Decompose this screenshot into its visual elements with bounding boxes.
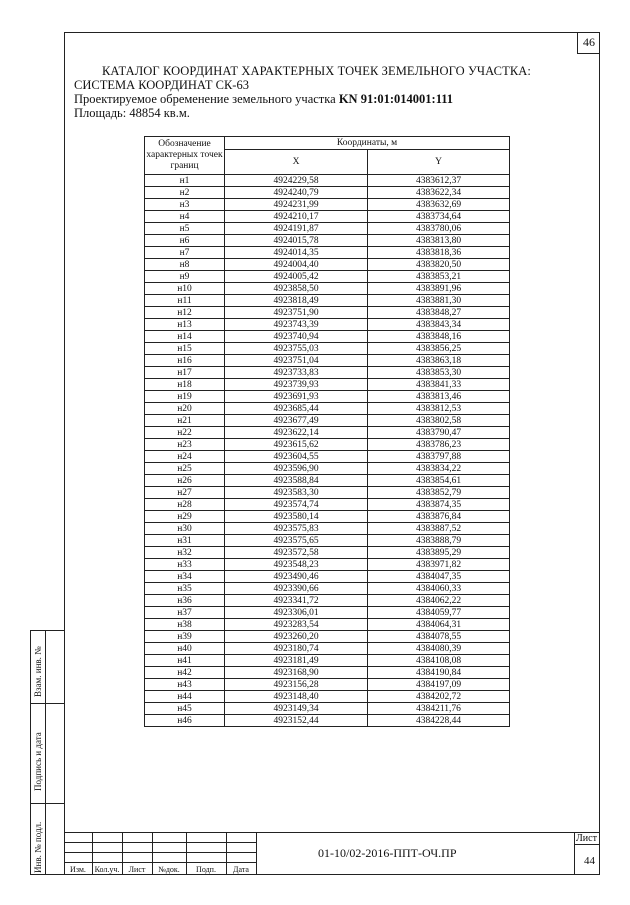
table-row (145, 715, 510, 727)
y-coordinate-cell: 4384047,35 (368, 571, 510, 583)
y-coordinate-cell: 4383812,53 (368, 403, 510, 415)
table-row (145, 511, 510, 523)
title-line-3 (74, 92, 594, 106)
table-row (145, 679, 510, 691)
side-row-divider (31, 803, 64, 804)
table-row (145, 379, 510, 391)
point-name-cell: н14 (145, 331, 225, 343)
point-name-cell: н28 (145, 499, 225, 511)
sheet-number: 44 (584, 855, 595, 867)
table-row (145, 415, 510, 427)
point-name-cell: н40 (145, 643, 225, 655)
y-coordinate-cell: 4383786,23 (368, 439, 510, 451)
point-name-cell: н25 (145, 463, 225, 475)
table-row (145, 499, 510, 511)
x-coordinate-cell: 4923739,93 (225, 379, 368, 391)
stamp-line (574, 844, 600, 845)
header-y: Y (368, 150, 510, 175)
x-coordinate-cell: 4924229,58 (225, 175, 368, 187)
table-body (145, 175, 510, 727)
x-coordinate-cell: 4923733,83 (225, 367, 368, 379)
y-coordinate-cell: 4384060,33 (368, 583, 510, 595)
x-coordinate-cell: 4923588,84 (225, 475, 368, 487)
point-name-cell: н26 (145, 475, 225, 487)
table-row (145, 367, 510, 379)
x-coordinate-cell: 4923740,94 (225, 331, 368, 343)
point-name-cell: н31 (145, 535, 225, 547)
table-row (145, 475, 510, 487)
x-coordinate-cell: 4923148,40 (225, 691, 368, 703)
point-name-cell: н11 (145, 295, 225, 307)
point-name-cell: н16 (145, 355, 225, 367)
table-row (145, 619, 510, 631)
y-coordinate-cell: 4383848,16 (368, 331, 510, 343)
point-name-cell: н27 (145, 487, 225, 499)
table-row (145, 571, 510, 583)
point-name-cell: н13 (145, 319, 225, 331)
stamp-ndok: №док. (158, 865, 180, 874)
side-label-vzam: Взам. инв. № (33, 646, 43, 697)
point-name-cell: н1 (145, 175, 225, 187)
point-name-cell: н46 (145, 715, 225, 727)
point-name-cell: н17 (145, 367, 225, 379)
table-row (145, 235, 510, 247)
x-coordinate-cell: 4923548,23 (225, 559, 368, 571)
point-name-cell: н3 (145, 199, 225, 211)
table-row (145, 523, 510, 535)
y-coordinate-cell: 4383820,50 (368, 259, 510, 271)
table-row (145, 595, 510, 607)
point-name-cell: н18 (145, 379, 225, 391)
point-name-cell: н44 (145, 691, 225, 703)
point-name-cell: н9 (145, 271, 225, 283)
point-name-cell: н15 (145, 343, 225, 355)
x-coordinate-cell: 4923152,44 (225, 715, 368, 727)
stamp-data: Дата (233, 865, 249, 874)
x-coordinate-cell: 4923818,49 (225, 295, 368, 307)
table-row (145, 259, 510, 271)
point-name-cell: н29 (145, 511, 225, 523)
x-coordinate-cell: 4924015,78 (225, 235, 368, 247)
side-label-inv: Инв. № подл. (33, 821, 43, 873)
side-stamp (30, 630, 65, 875)
point-name-cell: н34 (145, 571, 225, 583)
x-coordinate-cell: 4923181,49 (225, 655, 368, 667)
stamp-kol: Кол.уч. (94, 865, 120, 874)
y-coordinate-cell: 4383612,37 (368, 175, 510, 187)
table-row (145, 187, 510, 199)
y-coordinate-cell: 4383632,69 (368, 199, 510, 211)
table-row (145, 295, 510, 307)
table-row (145, 223, 510, 235)
table-row (145, 559, 510, 571)
y-coordinate-cell: 4383887,52 (368, 523, 510, 535)
y-coordinate-cell: 4383895,29 (368, 547, 510, 559)
table-row (145, 607, 510, 619)
point-name-cell: н23 (145, 439, 225, 451)
title-line-3-prefix: Проектируемое обременение земельного участка (74, 92, 339, 106)
x-coordinate-cell: 4923583,30 (225, 487, 368, 499)
point-name-cell: н10 (145, 283, 225, 295)
point-name-cell: н2 (145, 187, 225, 199)
y-coordinate-cell: 4384078,55 (368, 631, 510, 643)
y-coordinate-cell: 4384202,72 (368, 691, 510, 703)
document-id: 01-10/02-2016-ППТ-ОЧ.ПР (318, 846, 457, 860)
point-name-cell: н37 (145, 607, 225, 619)
y-coordinate-cell: 4383854,61 (368, 475, 510, 487)
side-label-podpis: Подпись и дата (33, 732, 43, 791)
table-row (145, 343, 510, 355)
y-coordinate-cell: 4383797,88 (368, 451, 510, 463)
y-coordinate-cell: 4384197,09 (368, 679, 510, 691)
table-row (145, 451, 510, 463)
y-coordinate-cell: 4384190,84 (368, 667, 510, 679)
x-coordinate-cell: 4924014,35 (225, 247, 368, 259)
table-row (145, 175, 510, 187)
x-coordinate-cell: 4923490,46 (225, 571, 368, 583)
x-coordinate-cell: 4923283,54 (225, 619, 368, 631)
y-coordinate-cell: 4383874,35 (368, 499, 510, 511)
x-coordinate-cell: 4924210,17 (225, 211, 368, 223)
point-name-cell: н32 (145, 547, 225, 559)
y-coordinate-cell: 4384080,39 (368, 643, 510, 655)
point-name-cell: н43 (145, 679, 225, 691)
y-coordinate-cell: 4383971,82 (368, 559, 510, 571)
x-coordinate-cell: 4923743,39 (225, 319, 368, 331)
y-coordinate-cell: 4384062,22 (368, 595, 510, 607)
y-coordinate-cell: 4384211,76 (368, 703, 510, 715)
area-line: Площадь: 48854 кв.м. (74, 106, 190, 120)
table-row (145, 247, 510, 259)
point-name-cell: н33 (145, 559, 225, 571)
y-coordinate-cell: 4383818,36 (368, 247, 510, 259)
y-coordinate-cell: 4384064,31 (368, 619, 510, 631)
y-coordinate-cell: 4383843,34 (368, 319, 510, 331)
table-row (145, 211, 510, 223)
header-point-name: Обозначение характерных точек границ (145, 137, 225, 175)
point-name-cell: н35 (145, 583, 225, 595)
y-coordinate-cell: 4383888,79 (368, 535, 510, 547)
x-coordinate-cell: 4923751,04 (225, 355, 368, 367)
x-coordinate-cell: 4923341,72 (225, 595, 368, 607)
x-coordinate-cell: 4923755,03 (225, 343, 368, 355)
x-coordinate-cell: 4923306,01 (225, 607, 368, 619)
title-line-1: КАТАЛОГ КООРДИНАТ ХАРАКТЕРНЫХ ТОЧЕК ЗЕМЕЛЬНОГО УЧАСТКА: (102, 64, 531, 78)
point-name-cell: н20 (145, 403, 225, 415)
coordinates-table (144, 136, 510, 727)
table-row (145, 391, 510, 403)
x-coordinate-cell: 4923751,90 (225, 307, 368, 319)
point-name-cell: н39 (145, 631, 225, 643)
title-line-2: СИСТЕМА КООРДИНАТ СК-63 (74, 78, 249, 92)
table-row (145, 691, 510, 703)
point-name-cell: н4 (145, 211, 225, 223)
point-name-cell: н7 (145, 247, 225, 259)
stamp-podp: Подп. (196, 865, 216, 874)
x-coordinate-cell: 4923596,90 (225, 463, 368, 475)
y-coordinate-cell: 4383891,96 (368, 283, 510, 295)
table-row (145, 331, 510, 343)
sheet-top-number: 46 (577, 32, 600, 54)
sheet-label: Лист (576, 833, 597, 844)
x-coordinate-cell: 4923622,14 (225, 427, 368, 439)
y-coordinate-cell: 4383734,64 (368, 211, 510, 223)
point-name-cell: н12 (145, 307, 225, 319)
x-coordinate-cell: 4923575,65 (225, 535, 368, 547)
x-coordinate-cell: 4923390,66 (225, 583, 368, 595)
point-name-cell: н38 (145, 619, 225, 631)
y-coordinate-cell: 4383856,25 (368, 343, 510, 355)
y-coordinate-cell: 4384228,44 (368, 715, 510, 727)
x-coordinate-cell: 4923604,55 (225, 451, 368, 463)
y-coordinate-cell: 4383780,06 (368, 223, 510, 235)
point-name-cell: н30 (145, 523, 225, 535)
side-row-divider (31, 703, 64, 704)
table-row (145, 439, 510, 451)
table-row (145, 631, 510, 643)
table-row (145, 583, 510, 595)
x-coordinate-cell: 4923260,20 (225, 631, 368, 643)
table-row (145, 643, 510, 655)
y-coordinate-cell: 4384108,08 (368, 655, 510, 667)
point-name-cell: н36 (145, 595, 225, 607)
y-coordinate-cell: 4383876,84 (368, 511, 510, 523)
y-coordinate-cell: 4383622,34 (368, 187, 510, 199)
x-coordinate-cell: 4923691,93 (225, 391, 368, 403)
point-name-cell: н42 (145, 667, 225, 679)
x-coordinate-cell: 4923156,28 (225, 679, 368, 691)
header-coordinates: Координаты, м (225, 137, 510, 150)
y-coordinate-cell: 4383802,58 (368, 415, 510, 427)
table-row (145, 307, 510, 319)
table-row (145, 403, 510, 415)
table-row (145, 283, 510, 295)
x-coordinate-cell: 4924231,99 (225, 199, 368, 211)
x-coordinate-cell: 4923168,90 (225, 667, 368, 679)
stamp-col (574, 833, 575, 875)
y-coordinate-cell: 4383852,79 (368, 487, 510, 499)
stamp-list: Лист (128, 865, 146, 874)
y-coordinate-cell: 4383881,30 (368, 295, 510, 307)
y-coordinate-cell: 4383790,47 (368, 427, 510, 439)
y-coordinate-cell: 4384059,77 (368, 607, 510, 619)
x-coordinate-cell: 4924004,40 (225, 259, 368, 271)
y-coordinate-cell: 4383834,22 (368, 463, 510, 475)
x-coordinate-cell: 4923615,62 (225, 439, 368, 451)
table-row (145, 547, 510, 559)
point-name-cell: н45 (145, 703, 225, 715)
y-coordinate-cell: 4383863,18 (368, 355, 510, 367)
point-name-cell: н19 (145, 391, 225, 403)
x-coordinate-cell: 4923180,74 (225, 643, 368, 655)
y-coordinate-cell: 4383841,33 (368, 379, 510, 391)
header-x: X (225, 150, 368, 175)
x-coordinate-cell: 4923575,83 (225, 523, 368, 535)
x-coordinate-cell: 4923572,58 (225, 547, 368, 559)
table-row (145, 655, 510, 667)
point-name-cell: н41 (145, 655, 225, 667)
table-row (145, 271, 510, 283)
point-name-cell: н8 (145, 259, 225, 271)
stamp-izm: Изм. (70, 865, 86, 874)
point-name-cell: н5 (145, 223, 225, 235)
table-row (145, 199, 510, 211)
point-name-cell: н21 (145, 415, 225, 427)
table-row (145, 667, 510, 679)
x-coordinate-cell: 4923580,14 (225, 511, 368, 523)
table-row (145, 463, 510, 475)
table-row (145, 355, 510, 367)
y-coordinate-cell: 4383853,21 (368, 271, 510, 283)
x-coordinate-cell: 4923149,34 (225, 703, 368, 715)
document-title (74, 64, 594, 120)
y-coordinate-cell: 4383813,46 (368, 391, 510, 403)
x-coordinate-cell: 4924240,79 (225, 187, 368, 199)
point-name-cell: н22 (145, 427, 225, 439)
table-row (145, 535, 510, 547)
y-coordinate-cell: 4383848,27 (368, 307, 510, 319)
x-coordinate-cell: 4923677,49 (225, 415, 368, 427)
stamp-col (256, 833, 257, 875)
cadastral-number: KN 91:01:014001:111 (338, 92, 454, 106)
x-coordinate-cell: 4923685,44 (225, 403, 368, 415)
y-coordinate-cell: 4383853,30 (368, 367, 510, 379)
x-coordinate-cell: 4923858,50 (225, 283, 368, 295)
x-coordinate-cell: 4923574,74 (225, 499, 368, 511)
side-divider (45, 631, 46, 874)
point-name-cell: н24 (145, 451, 225, 463)
table-row (145, 703, 510, 715)
x-coordinate-cell: 4924005,42 (225, 271, 368, 283)
point-name-cell: н6 (145, 235, 225, 247)
table-row (145, 427, 510, 439)
y-coordinate-cell: 4383813,80 (368, 235, 510, 247)
x-coordinate-cell: 4924191,87 (225, 223, 368, 235)
table-row (145, 487, 510, 499)
table-row (145, 319, 510, 331)
